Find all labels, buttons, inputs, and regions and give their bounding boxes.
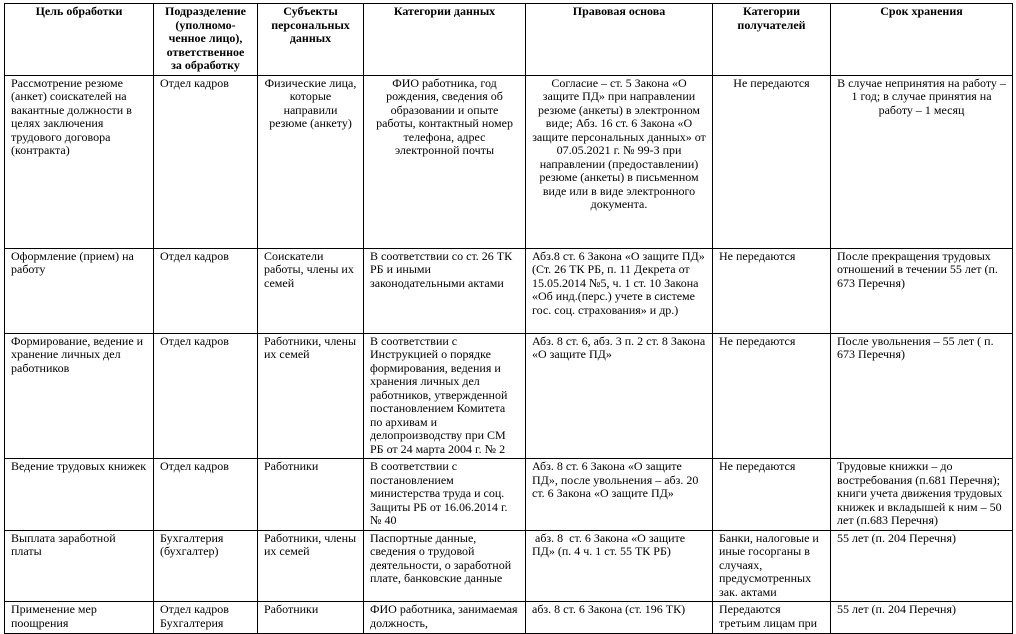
cell-department: Отдел кадров (154, 459, 258, 531)
cell-recipients: Передаются третьим лицам при (713, 602, 831, 634)
cell-data-categories: В соответствии со ст. 26 ТК РБ и иными законодательными актами (364, 248, 526, 333)
header-recipients: Категории получателей (713, 4, 831, 76)
cell-recipients: Не передаются (713, 248, 831, 333)
table-row (5, 459, 1013, 531)
cell-data-categories: В соответствии с Инструкцией о порядке формирования, ведения и хранения личных дел работников, утвержденной постановлением Комитета по архивам и делопроизводству при СМ РБ от 24 марта 2004 г. № 2 (364, 333, 526, 459)
table-row (5, 248, 1013, 333)
cell-department: Отдел кадров Бухгалтерия (154, 602, 258, 634)
table-row (5, 333, 1013, 459)
cell-data-categories: Паспортные данные, сведения о трудовой деятельности, о заработной плате, банковские данные (364, 530, 526, 602)
table-row (5, 530, 1013, 602)
cell-department: Отдел кадров (154, 75, 258, 248)
header-data-categories: Категории данных (364, 4, 526, 76)
cell-department: Отдел кадров (154, 248, 258, 333)
cell-subjects: Физические лица, которые направили резюме (анкету) (258, 75, 364, 248)
header-retention: Срок хранения (831, 4, 1013, 76)
cell-recipients: Не передаются (713, 333, 831, 459)
header-legal-basis: Правовая основа (526, 4, 713, 76)
header-subjects: Субъекты персональных данных (258, 4, 364, 76)
cell-retention: После увольнения – 55 лет ( п. 673 Перечня) (831, 333, 1013, 459)
cell-purpose: Формирование, ведение и хранение личных дел работников (5, 333, 154, 459)
cell-subjects: Соискатели работы, члены их семей (258, 248, 364, 333)
cell-retention: После прекращения трудовых отношений в течении 55 лет (п. 673 Перечня) (831, 248, 1013, 333)
cell-data-categories: ФИО работника, занимаемая должность, (364, 602, 526, 634)
cell-subjects: Работники, члены их семей (258, 333, 364, 459)
cell-purpose: Оформление (прием) на работу (5, 248, 154, 333)
cell-retention: 55 лет (п. 204 Перечня) (831, 602, 1013, 634)
cell-data-categories: В соответствии с постановлением министерства труда и соц. Защиты РБ от 16.06.2014 г. № 40 (364, 459, 526, 531)
header-purpose: Цель обработки (5, 4, 154, 76)
processing-register-table (4, 3, 1013, 634)
table-row (5, 75, 1013, 248)
header-row (5, 4, 1013, 76)
cell-subjects: Работники (258, 459, 364, 531)
cell-recipients: Банки, налоговые и иные госорганы в случаях, предусмотренных зак. актами (713, 530, 831, 602)
cell-legal-basis: абз. 8 ст. 6 Закона (ст. 196 ТК) (526, 602, 713, 634)
cell-retention: В случае непринятия на работу – 1 год; в случае принятия на работу – 1 месяц (831, 75, 1013, 248)
cell-subjects: Работники, члены их семей (258, 530, 364, 602)
cell-data-categories: ФИО работника, год рождения, сведения об образовании и опыте работы, контактный номер телефона, адрес электронной почты (364, 75, 526, 248)
cell-legal-basis: Абз. 8 ст. 6 Закона «О защите ПД», после увольнения – абз. 20 ст. 6 Закона «О защите ПД» (526, 459, 713, 531)
cell-legal-basis: абз. 8 ст. 6 Закона «О защите ПД» (п. 4 ч. 1 ст. 55 ТК РБ) (526, 530, 713, 602)
table-row (5, 602, 1013, 634)
cell-purpose: Ведение трудовых книжек (5, 459, 154, 531)
cell-purpose: Рассмотрение резюме (анкет) соискателей на вакантные должности в целях заключения трудового договора (контракта) (5, 75, 154, 248)
cell-recipients: Не передаются (713, 75, 831, 248)
cell-legal-basis: Согласие – ст. 5 Закона «О защите ПД» при направлении резюме (анкеты) в электронном виде; Абз. 16 ст. 6 Закона «О защите персональных данных» от 07.05.2021 г. № 99-З при направлении (предоставлении) резюме (анкеты) в письменном виде или в виде электронного документа. (526, 75, 713, 248)
cell-subjects: Работники (258, 602, 364, 634)
cell-legal-basis: Абз.8 ст. 6 Закона «О защите ПД» (Ст. 26 ТК РБ, п. 11 Декрета от 15.05.2014 №5, ч. 1 ст. 10 Закона «Об инд.(перс.) учете в системе гос. соц. страхования» и др.) (526, 248, 713, 333)
cell-retention: Трудовые книжки – до востребования (п.681 Перечня); книги учета движения трудовых книжек и вкладышей к ним – 50 лет (п.683 Перечня) (831, 459, 1013, 531)
header-department: Подразделение (уполномо-ченное лицо), ответственное за обработку (154, 4, 258, 76)
cell-department: Бухгалтерия (бухгалтер) (154, 530, 258, 602)
cell-legal-basis: Абз. 8 ст. 6, абз. 3 п. 2 ст. 8 Закона «О защите ПД» (526, 333, 713, 459)
cell-purpose: Применение мер поощрения (5, 602, 154, 634)
cell-department: Отдел кадров (154, 333, 258, 459)
cell-retention: 55 лет (п. 204 Перечня) (831, 530, 1013, 602)
cell-recipients: Не передаются (713, 459, 831, 531)
cell-purpose: Выплата заработной платы (5, 530, 154, 602)
